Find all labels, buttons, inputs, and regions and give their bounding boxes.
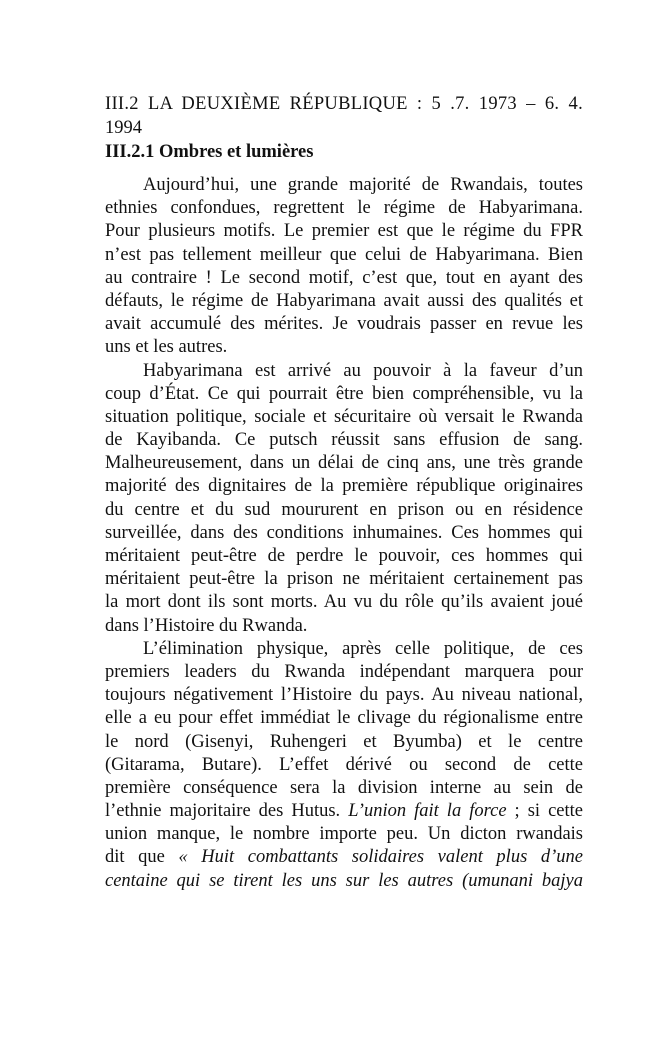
text-span: ; si cette <box>506 801 583 822</box>
document-page <box>105 92 583 893</box>
text-span: situation politique, sociale et sécuritaire où versait le Rwanda <box>105 406 583 427</box>
subsection-heading: III.2.1 Ombres et lumières <box>105 142 314 162</box>
text-span: du centre et du sud moururent en prison ou en résidence <box>105 499 583 520</box>
text-line <box>105 823 583 846</box>
text-line <box>105 684 583 707</box>
text-line <box>105 707 583 730</box>
text-line <box>105 267 583 290</box>
italic-text: « Huit combattants solidaires valent plus d’une <box>178 847 583 868</box>
text-line <box>105 522 583 545</box>
paragraph <box>105 360 583 638</box>
text-line <box>105 452 583 475</box>
text-line <box>105 870 583 893</box>
text-line <box>105 499 583 522</box>
text-line <box>105 846 583 869</box>
text-span: union manque, le nombre importe peu. Un dicton rwandais <box>105 824 583 845</box>
paragraph <box>105 638 583 893</box>
text-line <box>105 591 583 614</box>
section-heading-continuation: 1994 <box>105 118 142 138</box>
text-line <box>105 429 583 452</box>
text-span: la mort dont ils sont morts. Au vu du rôle qu’ils avaient joué <box>105 592 583 613</box>
text-span: premiers leaders du Rwanda indépendant marquera pour <box>105 661 583 682</box>
text-span: (Gitarama, Butare). L’effet dérivé ou second de cette <box>105 754 583 775</box>
text-line <box>105 661 583 684</box>
text-line <box>105 197 583 220</box>
text-span: l’ethnie majoritaire des Hutus. <box>105 801 349 822</box>
text-line <box>105 174 583 197</box>
text-line <box>105 383 583 406</box>
text-span: coup d’État. Ce qui pourrait être bien compréhensible, vu la <box>105 383 583 404</box>
text-span: méritaient peut-être de perdre le pouvoir, ces hommes qui <box>105 546 583 566</box>
text-span: n’est pas tellement meilleur que celui de Habyarimana. Bien <box>105 244 583 265</box>
text-line <box>105 731 583 754</box>
text-span: Aujourd’hui, une grande majorité de Rwandais, toutes <box>143 175 583 195</box>
text-line <box>105 220 583 243</box>
italic-text: L’union fait la force <box>348 801 507 822</box>
text-line <box>105 545 583 568</box>
text-line <box>105 336 583 359</box>
text-line <box>105 244 583 267</box>
paragraph <box>105 174 583 360</box>
text-span: Habyarimana est arrivé au pouvoir à la faveur d’un <box>143 360 583 381</box>
text-span: dans l’Histoire du Rwanda. <box>105 615 308 636</box>
text-span: avait accumulé des mérites. Je voudrais passer en revue les <box>105 314 583 335</box>
text-span: Pour plusieurs motifs. Le premier est que le régime du FPR <box>105 221 583 242</box>
text-line <box>105 800 583 823</box>
text-span: de Kayibanda. Ce putsch réussit sans effusion de sang. <box>105 430 583 451</box>
text-span: uns et les autres. <box>105 337 228 358</box>
text-line <box>105 754 583 777</box>
text-line <box>105 360 583 383</box>
body-text <box>105 174 583 893</box>
text-span: toujours négativement l’Histoire du pays. Au niveau national, <box>105 685 583 706</box>
text-line <box>105 568 583 591</box>
text-span: au contraire ! Le second motif, c’est que, tout en ayant des <box>105 267 583 288</box>
text-line <box>105 615 583 638</box>
text-line <box>105 638 583 661</box>
text-span: défauts, le régime de Habyarimana avait aussi des qualités et <box>105 290 583 311</box>
section-heading: III.2 LA DEUXIÈME RÉPUBLIQUE : 5 .7. 1973 – 6. 4. <box>105 94 583 114</box>
text-span: majorité des dignitaires de la première république originaires <box>105 476 583 497</box>
text-span: surveillée, dans des conditions inhumaines. Ces hommes qui <box>105 522 583 543</box>
text-span: méritaient peut-être la prison ne méritaient certainement pas <box>105 569 583 590</box>
text-line <box>105 475 583 498</box>
text-span: elle a eu pour effet immédiat le clivage du régionalisme entre <box>105 708 583 729</box>
text-span: première conséquence sera la division interne au sein de <box>105 777 583 798</box>
text-span: L’élimination physique, après celle politique, de ces <box>143 638 583 659</box>
text-span: dit que <box>105 847 179 868</box>
text-span: ethnies confondues, regrettent le régime de Habyarimana. <box>105 198 583 219</box>
text-line <box>105 290 583 313</box>
text-span: le nord (Gisenyi, Ruhengeri et Byumba) et le centre <box>105 731 583 752</box>
text-line <box>105 777 583 800</box>
text-line <box>105 406 583 429</box>
text-span: Malheureusement, dans un délai de cinq ans, une très grande <box>105 453 583 474</box>
italic-text: centaine qui se tirent les uns sur les autres (umunani bajya <box>105 870 583 891</box>
text-line <box>105 313 583 336</box>
